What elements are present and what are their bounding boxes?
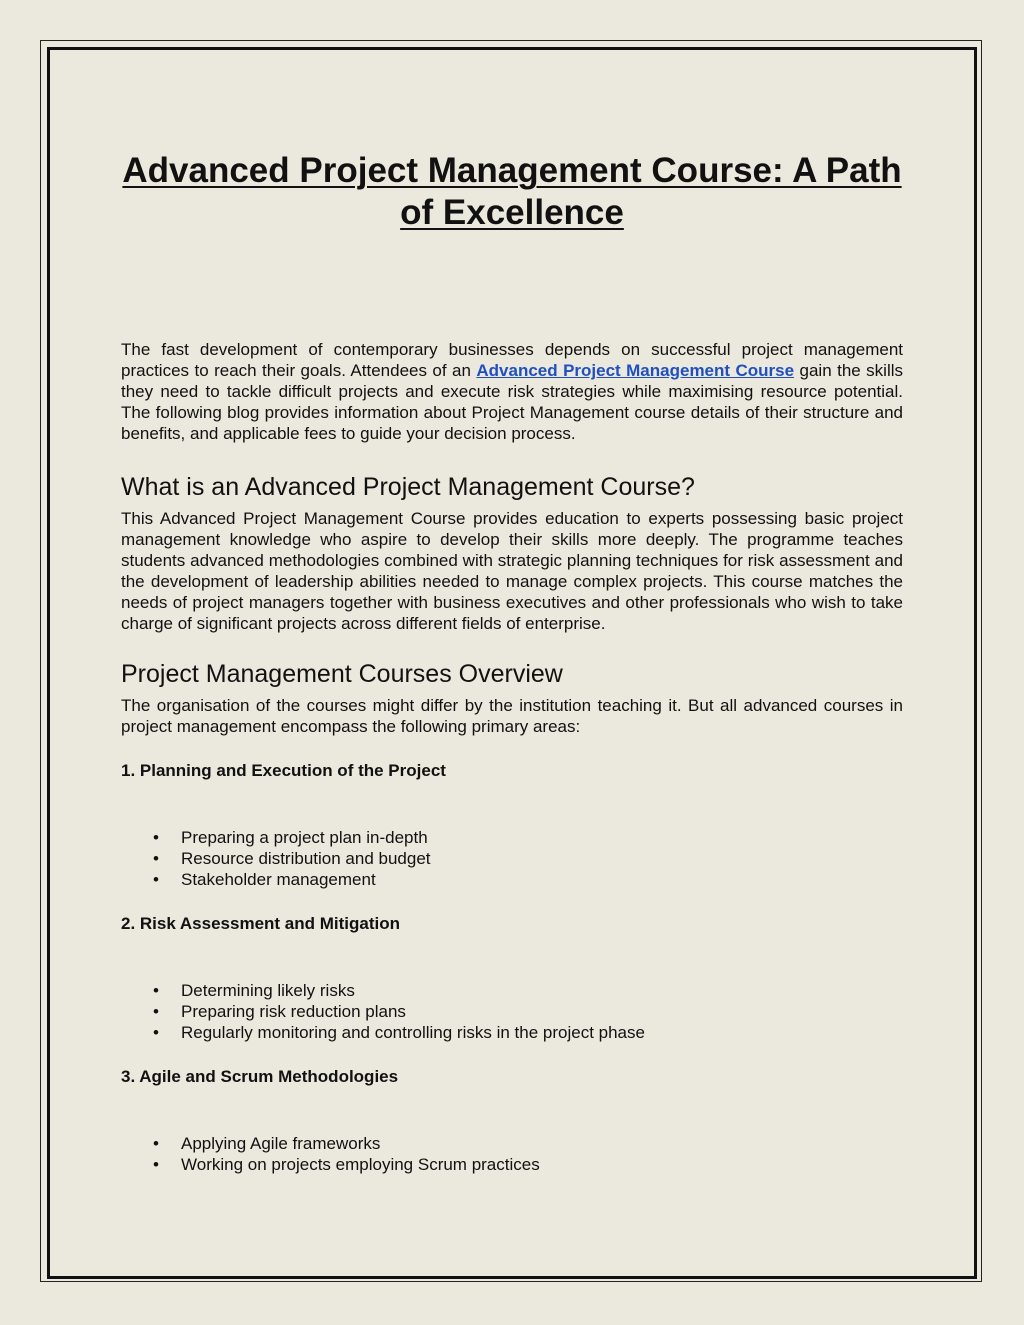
list-item-text: Determining likely risks <box>181 981 355 1000</box>
bullet-icon: • <box>153 1002 159 1021</box>
module-list-agile <box>121 1133 903 1175</box>
module-list-risk <box>121 980 903 1043</box>
module-heading-risk: 2. Risk Assessment and Mitigation <box>121 914 400 933</box>
intro-paragraph <box>121 339 903 444</box>
list-item-text: Regularly monitoring and controlling risks in the project phase <box>181 1023 645 1042</box>
bullet-icon: • <box>153 981 159 1000</box>
list-item <box>121 1001 903 1022</box>
section-paragraph-overview: The organisation of the courses might differ by the institution teaching it. But all advanced courses in project management encompass the following primary areas: <box>121 696 903 736</box>
intro-text-start: The fast development of contemporary businesses depends on successful project management practices to reach their goals. Attendees of an <box>121 340 903 380</box>
list-item-text: Preparing a project plan in-depth <box>181 828 428 847</box>
list-item <box>121 869 903 890</box>
section-paragraph-what-is: This Advanced Project Management Course provides education to experts possessing basic project management knowledge who aspire to develop their skills more deeply. The programme teaches students advanced methodologies combined with strategic planning techniques for risk assessment and the development of leadership abilities needed to manage complex projects. This course matches the needs of project managers together with business executives and other professionals who wish to take charge of significant projects across different fields of enterprise. <box>121 509 903 633</box>
list-item <box>121 848 903 869</box>
bullet-icon: • <box>153 1134 159 1153</box>
bullet-icon: • <box>153 828 159 847</box>
list-item-text: Applying Agile frameworks <box>181 1134 381 1153</box>
bullet-icon: • <box>153 870 159 889</box>
intro-text-end: gain the skills they need to tackle difficult projects and execute risk strategies while maximising resource potential. The following blog provides information about Project Management course details of their structure and benefits, and applicable fees to guide your decision process. <box>121 361 904 443</box>
document-body <box>121 150 903 1175</box>
list-item <box>121 1133 903 1154</box>
list-item-text: Resource distribution and budget <box>181 849 431 868</box>
list-item <box>121 1154 903 1175</box>
section-heading-what-is: What is an Advanced Project Management Course? <box>121 473 695 501</box>
module-heading-agile: 3. Agile and Scrum Methodologies <box>121 1067 399 1086</box>
bullet-icon: • <box>153 1155 159 1174</box>
module-heading-planning: 1. Planning and Execution of the Project <box>121 761 446 780</box>
module-list-planning <box>121 827 903 890</box>
page-title: Advanced Project Management Course: A Path of Excellence <box>122 151 902 232</box>
list-item-text: Working on projects employing Scrum practices <box>181 1155 540 1174</box>
advanced-course-link[interactable]: Advanced Project Management Course <box>476 361 795 380</box>
list-item-text: Preparing risk reduction plans <box>181 1002 406 1021</box>
list-item-text: Stakeholder management <box>181 870 376 889</box>
list-item <box>121 980 903 1001</box>
bullet-icon: • <box>153 849 159 868</box>
list-item <box>121 1022 903 1043</box>
bullet-icon: • <box>153 1023 159 1042</box>
list-item <box>121 827 903 848</box>
section-heading-overview: Project Management Courses Overview <box>121 660 563 688</box>
